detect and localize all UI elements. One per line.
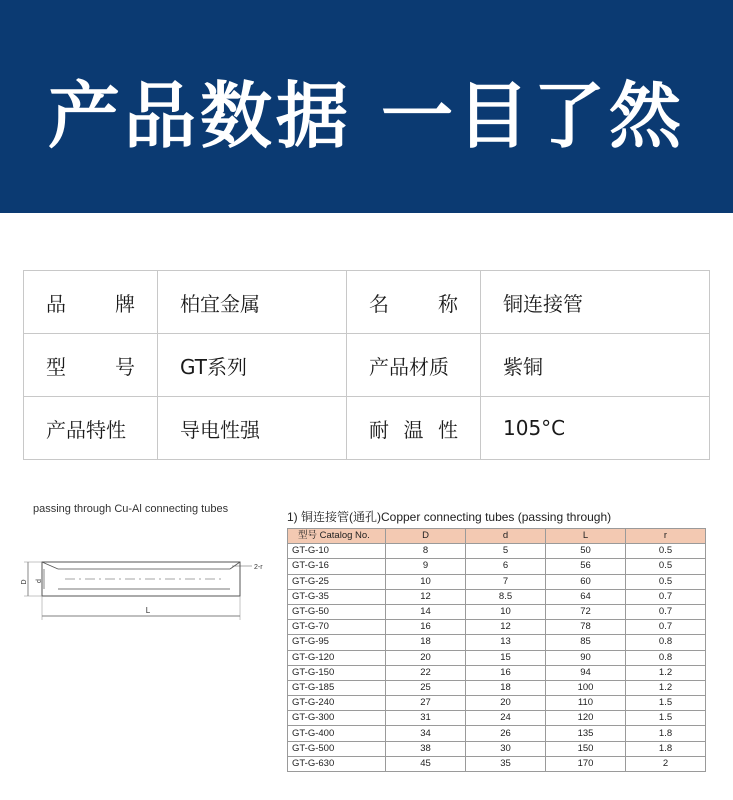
catalog-row bbox=[288, 589, 706, 604]
catalog-row bbox=[288, 650, 706, 665]
catalog-row bbox=[288, 620, 706, 635]
catalog-cell: GT-G-95 bbox=[288, 635, 386, 650]
catalog-cell: 22 bbox=[386, 665, 466, 680]
catalog-cell: 30 bbox=[466, 741, 546, 756]
spec-label-cell bbox=[24, 397, 158, 460]
catalog-cell: 16 bbox=[386, 620, 466, 635]
catalog-cell: 1.2 bbox=[626, 680, 706, 695]
header-banner bbox=[0, 0, 733, 213]
catalog-row bbox=[288, 559, 706, 574]
catalog-cell: 0.8 bbox=[626, 635, 706, 650]
catalog-row bbox=[288, 680, 706, 695]
catalog-cell: GT-G-50 bbox=[288, 604, 386, 619]
catalog-header-cell: r bbox=[626, 529, 706, 544]
catalog-cell: 1.2 bbox=[626, 665, 706, 680]
catalog-cell: GT-G-630 bbox=[288, 756, 386, 771]
catalog-cell: GT-G-120 bbox=[288, 650, 386, 665]
catalog-row bbox=[288, 635, 706, 650]
spec-label-cell bbox=[24, 334, 158, 397]
catalog-cell: 150 bbox=[546, 741, 626, 756]
catalog-cell: 24 bbox=[466, 711, 546, 726]
catalog-cell: 1.5 bbox=[626, 696, 706, 711]
drawing-caption: passing through Cu-Al connecting tubes bbox=[33, 503, 229, 515]
dim-r-label: 2-r bbox=[254, 564, 263, 571]
catalog-cell: 45 bbox=[386, 756, 466, 771]
spec-label: 耐 bbox=[369, 417, 389, 442]
spec-label: 性 bbox=[438, 417, 458, 442]
spec-row bbox=[24, 334, 710, 397]
catalog-cell: 0.5 bbox=[626, 544, 706, 559]
catalog-header-cell: D bbox=[386, 529, 466, 544]
spec-label-cell bbox=[24, 271, 158, 334]
catalog-cell: 56 bbox=[546, 559, 626, 574]
catalog-cell: 16 bbox=[466, 665, 546, 680]
catalog-cell: 35 bbox=[466, 756, 546, 771]
catalog-cell: 90 bbox=[546, 650, 626, 665]
catalog-cell: GT-G-35 bbox=[288, 589, 386, 604]
catalog-cell: GT-G-25 bbox=[288, 574, 386, 589]
catalog-cell: 100 bbox=[546, 680, 626, 695]
catalog-cell: 0.5 bbox=[626, 559, 706, 574]
catalog-row bbox=[288, 711, 706, 726]
spec-label: 型 bbox=[46, 354, 66, 379]
catalog-cell: 1.5 bbox=[626, 711, 706, 726]
spec-label: 牌 bbox=[115, 291, 135, 316]
catalog-row bbox=[288, 544, 706, 559]
spec-label: 号 bbox=[115, 354, 135, 379]
spec-row bbox=[24, 397, 710, 460]
catalog-cell: 0.8 bbox=[626, 650, 706, 665]
catalog-row bbox=[288, 756, 706, 771]
spec-label: 品 bbox=[46, 291, 66, 316]
catalog-cell: 0.7 bbox=[626, 620, 706, 635]
dim-L-label: L bbox=[145, 606, 151, 615]
catalog-cell: 72 bbox=[546, 604, 626, 619]
catalog-cell: GT-G-150 bbox=[288, 665, 386, 680]
spec-row bbox=[24, 271, 710, 334]
catalog-row bbox=[288, 696, 706, 711]
tube-drawing bbox=[20, 550, 270, 640]
catalog-cell: 27 bbox=[386, 696, 466, 711]
catalog-header-cell: 型号 Catalog No. bbox=[288, 529, 386, 544]
catalog-cell: 26 bbox=[466, 726, 546, 741]
catalog-cell: 13 bbox=[466, 635, 546, 650]
dim-D-label: D bbox=[21, 579, 28, 585]
catalog-cell: 1.8 bbox=[626, 726, 706, 741]
catalog-cell: GT-G-300 bbox=[288, 711, 386, 726]
catalog-cell: 25 bbox=[386, 680, 466, 695]
catalog-cell: 38 bbox=[386, 741, 466, 756]
spec-value: 铜连接管 bbox=[481, 271, 710, 334]
catalog-cell: 18 bbox=[466, 680, 546, 695]
spec-label: 名 bbox=[369, 291, 389, 316]
catalog-row bbox=[288, 726, 706, 741]
catalog-cell: 2 bbox=[626, 756, 706, 771]
spec-value: GT系列 bbox=[158, 334, 347, 397]
catalog-cell: 20 bbox=[386, 650, 466, 665]
spec-table bbox=[23, 270, 710, 460]
catalog-row bbox=[288, 741, 706, 756]
spec-label-cell bbox=[347, 334, 481, 397]
catalog-cell: 64 bbox=[546, 589, 626, 604]
catalog-cell: GT-G-10 bbox=[288, 544, 386, 559]
catalog-cell: 8.5 bbox=[466, 589, 546, 604]
chamfer-left bbox=[42, 562, 58, 569]
catalog-cell: 0.7 bbox=[626, 589, 706, 604]
spec-label-cell bbox=[347, 397, 481, 460]
catalog-cell: 10 bbox=[466, 604, 546, 619]
spec-label: 产品材质 bbox=[369, 354, 449, 379]
spec-value: 导电性强 bbox=[158, 397, 347, 460]
catalog-header-cell: d bbox=[466, 529, 546, 544]
catalog-cell: 15 bbox=[466, 650, 546, 665]
catalog-cell: 0.7 bbox=[626, 604, 706, 619]
catalog-header-cell: L bbox=[546, 529, 626, 544]
spec-label-cell bbox=[347, 271, 481, 334]
catalog-cell: GT-G-16 bbox=[288, 559, 386, 574]
catalog-cell: 135 bbox=[546, 726, 626, 741]
catalog-cell: 7 bbox=[466, 574, 546, 589]
catalog-cell: GT-G-70 bbox=[288, 620, 386, 635]
spec-label: 温 bbox=[403, 417, 424, 442]
catalog-cell: GT-G-240 bbox=[288, 696, 386, 711]
spec-value: 紫铜 bbox=[481, 334, 710, 397]
banner-title: 产品数据 一目了然 bbox=[47, 73, 686, 158]
catalog-cell: 85 bbox=[546, 635, 626, 650]
catalog-cell: 18 bbox=[386, 635, 466, 650]
chamfer-right bbox=[230, 562, 240, 569]
catalog-cell: GT-G-500 bbox=[288, 741, 386, 756]
catalog-cell: 120 bbox=[546, 711, 626, 726]
catalog-row bbox=[288, 574, 706, 589]
dim-d-label: d bbox=[36, 579, 43, 583]
catalog-cell: 78 bbox=[546, 620, 626, 635]
catalog-cell: 1.8 bbox=[626, 741, 706, 756]
catalog-cell: 31 bbox=[386, 711, 466, 726]
spec-label: 产品特性 bbox=[46, 417, 126, 442]
spec-value: 105°C bbox=[481, 397, 710, 460]
spec-value: 柏宜金属 bbox=[158, 271, 347, 334]
catalog-cell: 12 bbox=[386, 589, 466, 604]
catalog-title: 1) 铜连接管(通孔)Copper connecting tubes (passing through) bbox=[287, 510, 612, 524]
catalog-cell: 34 bbox=[386, 726, 466, 741]
catalog-row bbox=[288, 665, 706, 680]
catalog-cell: 110 bbox=[546, 696, 626, 711]
catalog-cell: 10 bbox=[386, 574, 466, 589]
catalog-cell: 50 bbox=[546, 544, 626, 559]
catalog-cell: 170 bbox=[546, 756, 626, 771]
catalog-cell: GT-G-185 bbox=[288, 680, 386, 695]
catalog-table bbox=[287, 528, 706, 772]
catalog-cell: 5 bbox=[466, 544, 546, 559]
catalog-cell: 9 bbox=[386, 559, 466, 574]
catalog-cell: 8 bbox=[386, 544, 466, 559]
spec-label: 称 bbox=[438, 291, 458, 316]
catalog-cell: 94 bbox=[546, 665, 626, 680]
catalog-cell: 14 bbox=[386, 604, 466, 619]
catalog-cell: 0.5 bbox=[626, 574, 706, 589]
catalog-row bbox=[288, 604, 706, 619]
catalog-cell: 20 bbox=[466, 696, 546, 711]
catalog-cell: 12 bbox=[466, 620, 546, 635]
catalog-cell: 60 bbox=[546, 574, 626, 589]
catalog-cell: 6 bbox=[466, 559, 546, 574]
catalog-cell: GT-G-400 bbox=[288, 726, 386, 741]
